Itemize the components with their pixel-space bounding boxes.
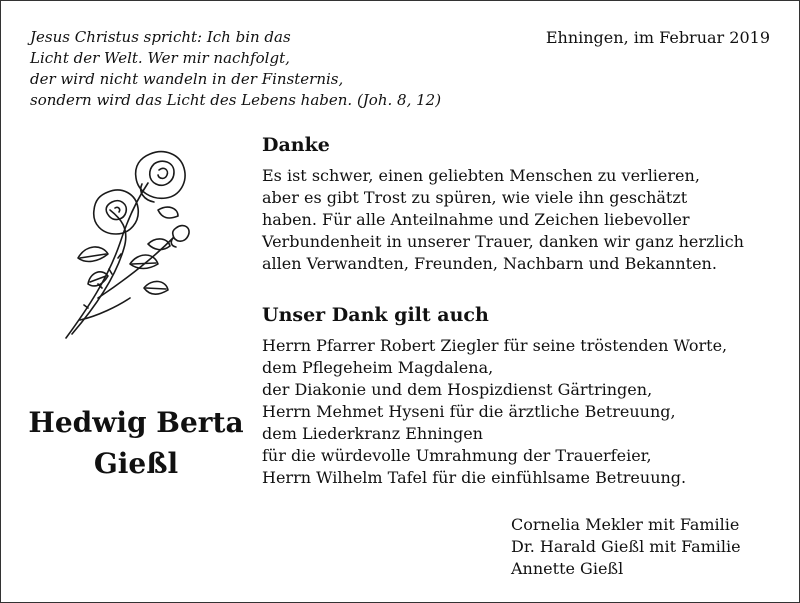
thanks-line: Verbundenheit in unserer Trauer, danken wir ganz herzlich <box>262 232 744 251</box>
deceased-last-name: Gießl <box>93 447 179 480</box>
quote-line: sondern wird das Licht des Lebens haben. (Joh. 8, 12) <box>30 91 442 109</box>
signature-line: Cornelia Mekler mit Familie <box>511 515 740 534</box>
deceased-first-names: Hedwig Berta <box>28 406 244 439</box>
quote-line: Licht der Welt. Wer mir nachfolgt, <box>30 49 290 67</box>
signature-line: Annette Gießl <box>511 559 624 578</box>
also-thanks-heading: Unser Dank gilt auch <box>262 304 489 326</box>
place-date: Ehningen, im Februar 2019 <box>545 28 770 47</box>
thanks-line: allen Verwandten, Freunden, Nachbarn und Bekannten. <box>262 254 717 273</box>
also-thanks-line: der Diakonie und dem Hospizdienst Gärtringen, <box>262 380 653 399</box>
signature-line: Dr. Harald Gießl mit Familie <box>511 537 741 556</box>
rose-icon <box>58 148 198 348</box>
thanks-line: Es ist schwer, einen geliebten Menschen zu verlieren, <box>262 166 700 185</box>
thanks-line: haben. Für alle Anteilnahme und Zeichen liebevoller <box>262 210 690 229</box>
bible-quote <box>30 27 490 111</box>
also-thanks-line: Herrn Mehmet Hyseni für die ärztliche Betreuung, <box>262 402 676 421</box>
thanks-heading: Danke <box>262 134 330 156</box>
also-thanks-line: Herrn Wilhelm Tafel für die einfühlsame Betreuung. <box>262 468 687 487</box>
thanks-section <box>262 133 782 275</box>
also-thanks-section <box>262 303 782 489</box>
signatures <box>511 514 741 580</box>
quote-line: Jesus Christus spricht: Ich bin das <box>30 28 291 46</box>
also-thanks-line: dem Liederkranz Ehningen <box>262 424 483 443</box>
deceased-name <box>18 402 254 484</box>
also-thanks-line: für die würdevolle Umrahmung der Trauerfeier, <box>262 446 652 465</box>
thanks-line: aber es gibt Trost zu spüren, wie viele ihn geschätzt <box>262 188 688 207</box>
quote-line: der wird nicht wandeln in der Finsternis, <box>30 70 344 88</box>
also-thanks-line: dem Pflegeheim Magdalena, <box>262 358 494 377</box>
also-thanks-line: Herrn Pfarrer Robert Ziegler für seine tröstenden Worte, <box>262 336 728 355</box>
